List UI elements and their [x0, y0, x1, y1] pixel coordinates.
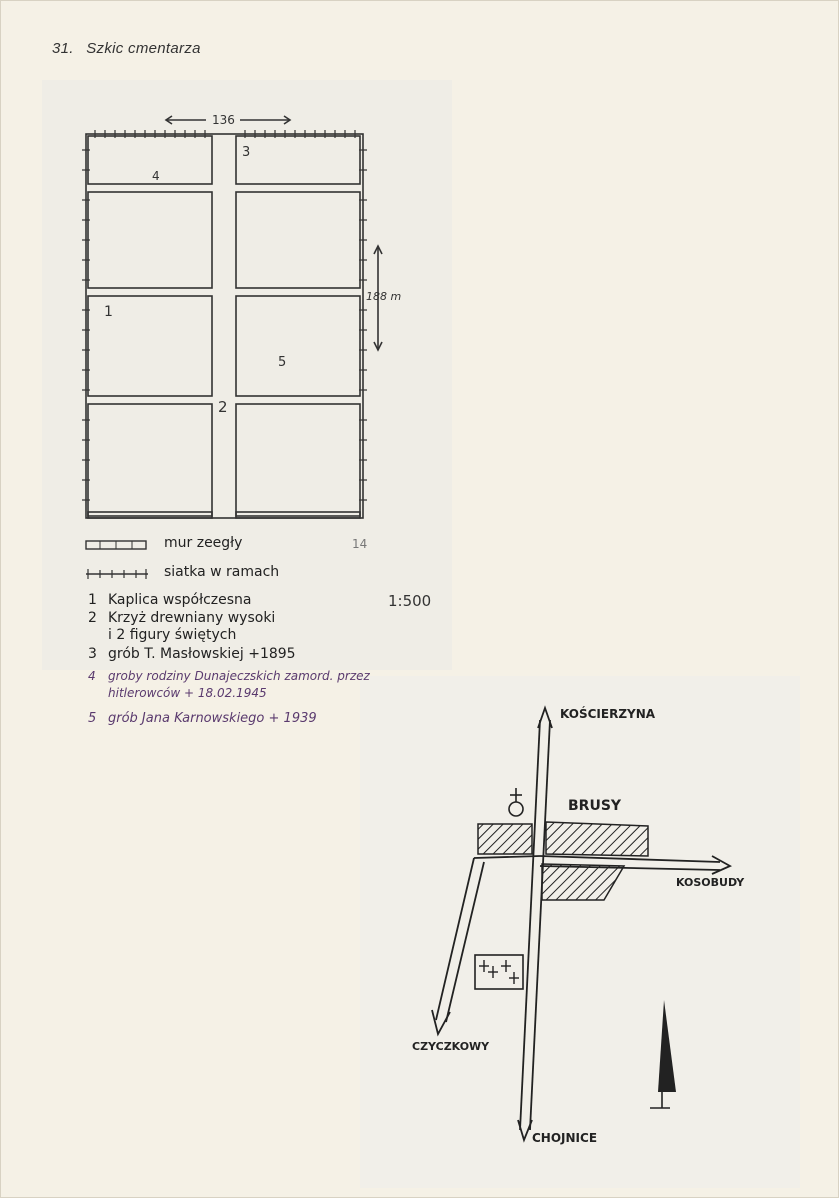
- plan-width-label: 136: [212, 113, 235, 127]
- plan-scale: 1:500: [388, 592, 432, 610]
- plan-number-5: 5: [278, 355, 287, 370]
- map-east-label: KOSOBUDY: [676, 876, 745, 889]
- legend-item: 2 Krzyż drewniany wysoki: [88, 610, 276, 626]
- plan-height-label: 188 m: [366, 290, 402, 303]
- page-mark: 14: [352, 537, 368, 551]
- legend-item: hitlerowców + 18.02.1945: [108, 686, 267, 700]
- legend-item: 5 grób Jana Karnowskiego + 1939: [88, 711, 317, 726]
- plan-number-2: 2: [218, 398, 228, 416]
- legend-wall: mur zeegły: [164, 535, 243, 551]
- heading-number: 31.: [52, 40, 74, 57]
- map-southwest-label: CZYCZKOWY: [412, 1040, 490, 1053]
- legend-item: 4 groby rodziny Dunajeczskich zamord. przez: [88, 669, 370, 683]
- legend-item: i 2 figury świętych: [108, 627, 237, 643]
- plan-number-1: 1: [104, 304, 113, 320]
- map-town-label: BRUSY: [568, 798, 622, 814]
- legend-fence: siatka w ramach: [164, 564, 280, 580]
- legend-item: 3 grób T. Masłowskiej +1895: [88, 646, 296, 662]
- plan-number-3: 3: [242, 145, 251, 160]
- heading-title: Szkic cmentarza: [86, 40, 201, 57]
- legend-item: 1 Kaplica współczesna: [88, 592, 252, 608]
- map-south-label: CHOJNICE: [532, 1131, 598, 1145]
- map-north-label: KOŚCIERZYNA: [560, 707, 656, 721]
- plan-number-4: 4: [152, 169, 160, 183]
